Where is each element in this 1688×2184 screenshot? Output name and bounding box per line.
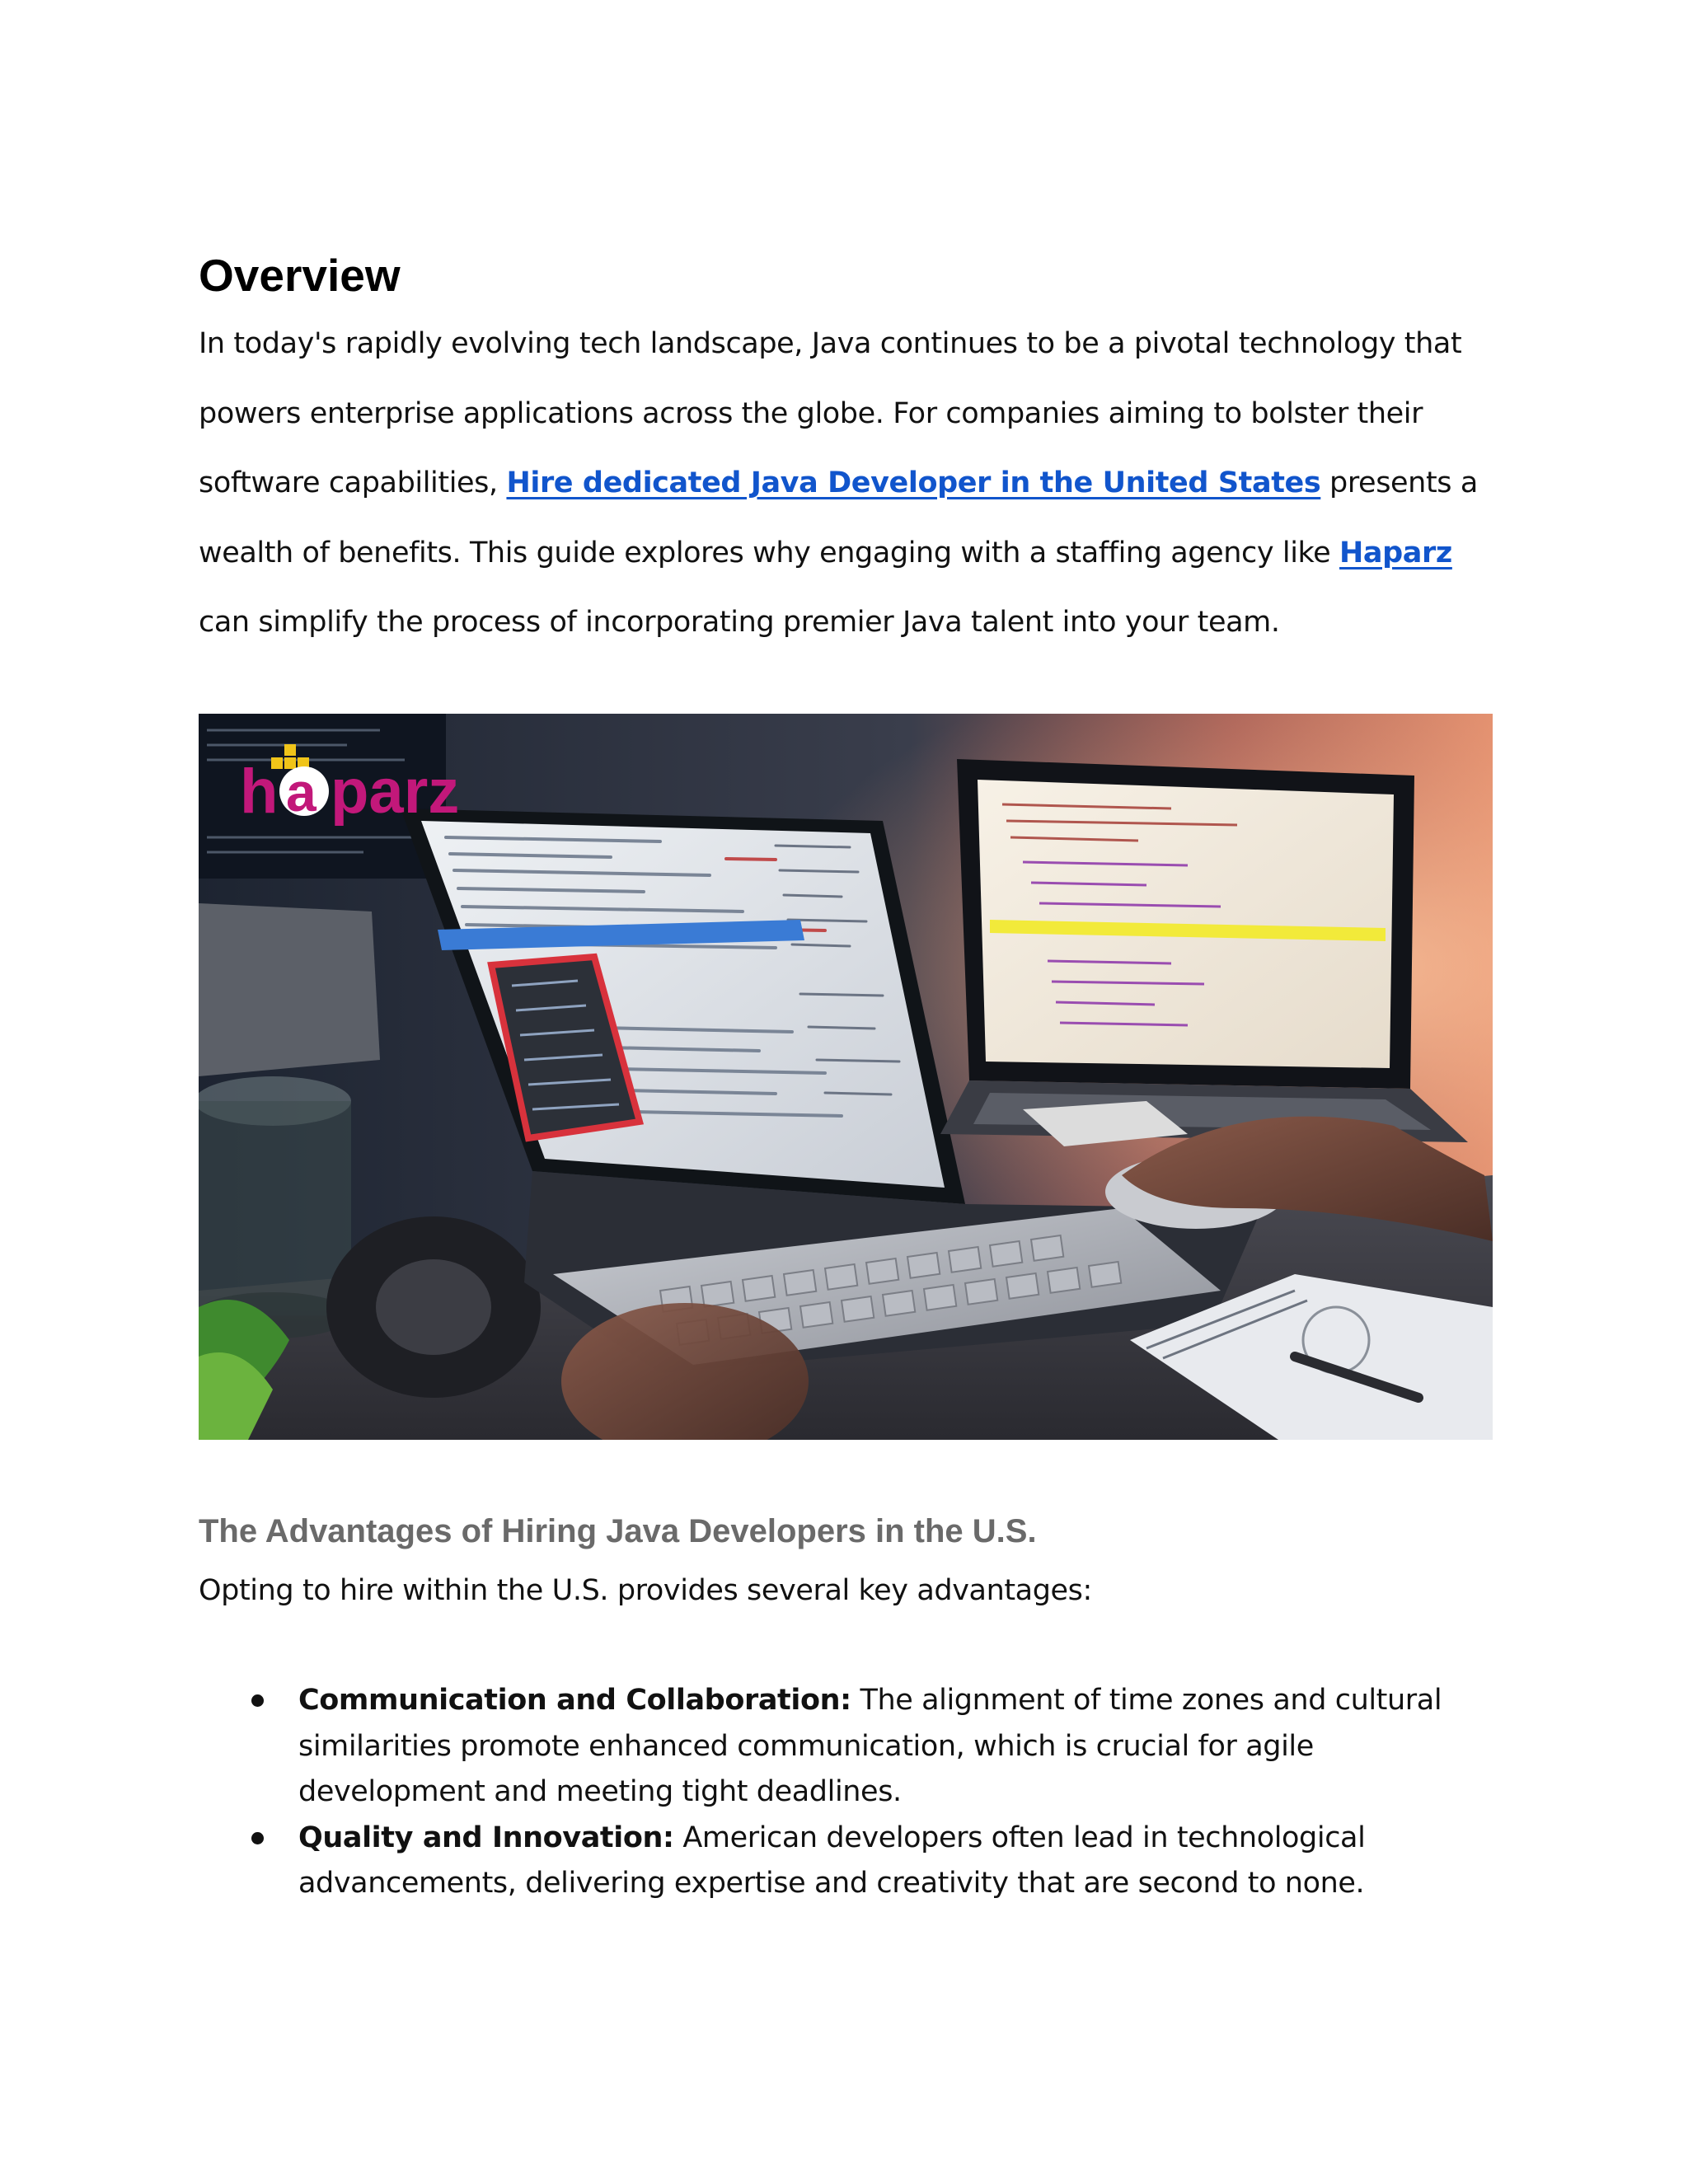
- advantage-item-communication: [199, 1678, 1477, 1816]
- intro-text-part-2: presents a wealth of benefits. This guide explores why engaging with a staffing agency like: [199, 466, 1478, 569]
- hire-java-developer-link[interactable]: Hire dedicated Java Developer in the United States: [506, 466, 1321, 499]
- svg-text:parz: parz: [331, 757, 460, 827]
- advantage-term: Quality and Innovation:: [298, 1821, 674, 1854]
- hero-image-developer-laptops: [199, 714, 1493, 1440]
- hero-illustration: [199, 714, 1493, 1440]
- overview-heading: Overview: [199, 250, 401, 301]
- intro-text-part-3: can simplify the process of incorporating premier Java talent into your team.: [199, 606, 1280, 639]
- svg-text:a: a: [286, 762, 316, 823]
- advantage-item-quality: [199, 1816, 1477, 1907]
- haparz-link[interactable]: Haparz: [1339, 536, 1452, 569]
- bullet-icon: [251, 1694, 264, 1707]
- haparz-logo: [240, 744, 459, 827]
- advantages-list: [199, 1678, 1493, 1907]
- advantage-description: The alignment of time zones and cultural similarities promote enhanced communication, which is crucial for agile development and meeting tight deadlines.: [298, 1684, 1442, 1808]
- svg-text:h: h: [240, 757, 279, 827]
- bullet-icon: [251, 1832, 264, 1844]
- advantages-heading: The Advantages of Hiring Java Developers in the U.S.: [199, 1513, 1037, 1549]
- advantage-description: American developers often lead in technological advancements, delivering expertise and creativity that are second to none.: [298, 1821, 1366, 1900]
- intro-text-part-1: In today's rapidly evolving tech landscape, Java continues to be a pivotal technology that powers enterprise applications across the globe. For companies aiming to bolster their software capabilities,: [199, 327, 1462, 499]
- advantages-lead: Opting to hire within the U.S. provides several key advantages:: [199, 1574, 1092, 1607]
- overview-intro-paragraph: [199, 309, 1493, 658]
- advantage-term: Communication and Collaboration:: [298, 1684, 851, 1717]
